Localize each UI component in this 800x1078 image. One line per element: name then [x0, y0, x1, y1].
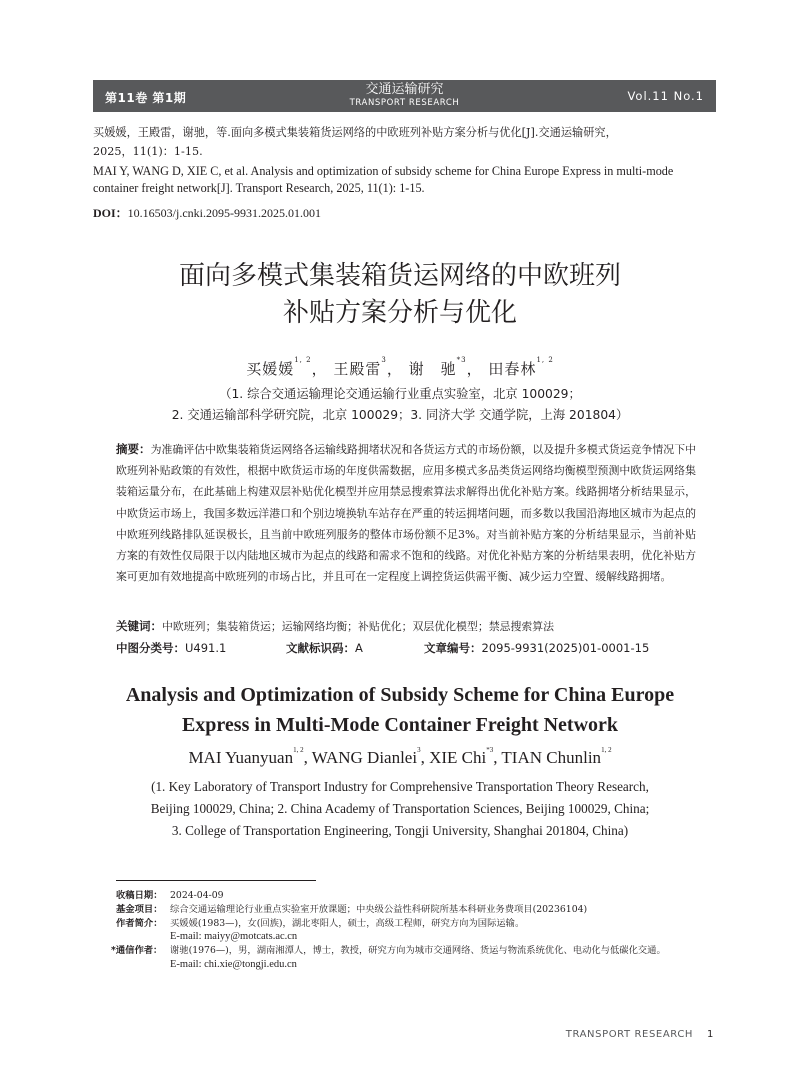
authors-cn	[0, 358, 800, 379]
authors-en	[0, 748, 800, 768]
received-label: 收稿日期：	[116, 890, 163, 901]
footnote-divider	[116, 880, 316, 881]
citation-cn-line1: 买媛媛，王殿雷，谢驰，等.面向多模式集装箱货运网络的中欧班列补贴方案分析与优化[J].交通运输研究，	[93, 126, 617, 139]
author-email-link[interactable]: E-mail: maiyy@motcats.ac.cn	[170, 931, 298, 942]
citation-cn	[93, 123, 716, 161]
doi-label: DOI：	[93, 206, 128, 220]
footnote-received: 收稿日期： 2024-04-09	[116, 890, 224, 901]
page-footer	[566, 1029, 714, 1040]
abstract-label: 摘要：	[116, 442, 151, 456]
corresponding-label: *通信作者：	[111, 945, 163, 956]
affiliation-cn-line1: （1. 综合交通运输理论交通运输行业重点实验室，北京 100029；	[219, 387, 581, 401]
article-number: 文章编号：2095-9931(2025)01-0001-15	[424, 641, 650, 655]
fund-label: 基金项目：	[116, 904, 163, 915]
author-en: XIE Chi$^{*3}$,	[429, 746, 502, 767]
author-cn: 王殿雷$^3$，	[333, 356, 403, 378]
keywords-text: 中欧班列；集装箱货运；运输网络均衡；补贴优化；双层优化模型；禁忌搜索算法	[162, 620, 555, 633]
paper-title-cn-line1: 面向多模式集装箱货运网络的中欧班列	[178, 261, 621, 291]
doi-link[interactable]: 10.16503/j.cnki.2095-9931.2025.01.001	[127, 206, 321, 220]
affiliation-en-line3: 3. College of Transportation Engineering, Tongji University, Shanghai 201804, China)	[171, 823, 629, 838]
author-en: TIAN Chunlin$^{1, 2}$	[501, 746, 612, 767]
footnote-corresponding: *通信作者： 谢驰(1976—)，男，湖南湘潭人，博士，教授，研究方向为城市交通网络、货运与物流系统优化、电动化与低碳化交通。	[111, 945, 666, 956]
clc-label: 中图分类号：	[116, 641, 185, 655]
footer-journal-name: TRANSPORT RESEARCH	[565, 1029, 694, 1040]
article-number-label: 文章编号：	[424, 641, 482, 655]
corresponding-email-link[interactable]: E-mail: chi.xie@tongji.edu.cn	[170, 959, 297, 970]
document-code-label: 文献标识码：	[286, 641, 355, 655]
paper-title-cn-line2: 补贴方案分析与优化	[282, 298, 517, 328]
doi-line	[93, 204, 321, 221]
keywords-label: 关键词：	[116, 619, 162, 633]
paper-title-cn	[0, 258, 800, 332]
page-number: 1	[707, 1029, 714, 1040]
author-en: WANG Dianlei$^3$,	[311, 746, 430, 767]
journal-name	[93, 82, 716, 109]
citation-cn-line2: 2025，11(1)：1-15.	[93, 145, 203, 158]
author-en: MAI Yuanyuan$^{1, 2}$,	[188, 746, 312, 767]
footnote-author: 作者简介： 买媛媛(1983—)，女(回族)，湖北枣阳人，硕士，高级工程师，研究方向为国际运输。	[116, 918, 525, 929]
paper-title-en-line1: Analysis and Optimization of Subsidy Scheme for China Europe	[125, 684, 675, 706]
volume-issue-en: Vol.11 No.1	[627, 89, 704, 103]
journal-header-bar	[93, 80, 716, 112]
author-cn: 谢 驰$^{*3}$，	[408, 356, 483, 378]
affiliations-en	[0, 776, 800, 842]
footnote-fund: 基金项目： 综合交通运输理论行业重点实验室开放课题；中央级公益性科研院所基本科研业务费项目(20236104)	[116, 904, 588, 915]
author-cn: 田春林$^{1, 2}$	[488, 356, 554, 378]
affiliation-en-line1: (1. Key Laboratory of Transport Industry for Comprehensive Transportation Theory Research,	[151, 779, 649, 794]
footnote-author-email	[116, 930, 297, 943]
journal-name-en: TRANSPORT RESEARCH	[349, 98, 460, 108]
paper-title-en	[0, 680, 800, 740]
affiliations-cn	[0, 384, 800, 426]
author-bio-label: 作者简介：	[116, 918, 163, 929]
footnote-corresponding-email	[116, 958, 297, 971]
citation-en: MAI Y, WANG D, XIE C, et al. Analysis and optimization of subsidy scheme for China Europe Express in multi-mode container freight network[J]. Transport Research, 2025, 11(1): 1-15.	[93, 164, 674, 195]
affiliation-cn-line2: 2. 交通运输部科学研究院，北京 100029；3. 同济大学 交通学院，上海 201804）	[171, 408, 629, 422]
keywords	[116, 618, 696, 634]
affiliation-en-line2: Beijing 100029, China; 2. China Academy of Transportation Sciences, Beijing 100029, China;	[150, 801, 650, 816]
clc-number: 中图分类号：U491.1	[116, 641, 227, 655]
paper-title-en-line2: Express in Multi-Mode Container Freight Network	[181, 714, 619, 736]
document-code: 文献标识码：A	[286, 641, 363, 655]
journal-name-cn: 交通运输研究	[365, 82, 444, 97]
author-cn: 买媛媛$^{1, 2}$，	[246, 356, 328, 378]
abstract-text: 为准确评估中欧集装箱货运网络各运输线路拥堵状况和各货运方式的市场份额，以及提升多模式货运竞争情况下中欧班列补贴政策的有效性，根据中欧货运市场的年度供需数据，应用多模式多品类货运网络均衡模型预测中欧货运网络集装箱运量分布，在此基础上构建双层补贴优化模型并应用禁忌搜索算法求解得出优化补贴方案。线路拥堵分析结果显示，中欧货运市场上，我国多数远洋港口和个别边境换轨车站存在严重的转运拥堵问题，而多数以我国沿海地区城市为起点的中欧班列线路排队延误极长，且当前中欧班列服务的整体市场份额不足3%。对当前补贴方案的分析结果显示，当前补贴方案的有效性仅局限于以内陆地区城市为起点的线路和需求不饱和的线路。对优化补贴方案的分析结果表明，优化补贴方案可更加有效地提高中欧班列的市场占比，并且可在一定程度上调控货运供需平衡、减少运力空置、缓解线路拥堵。	[116, 443, 696, 584]
abstract	[116, 439, 696, 587]
volume-issue-cn: 第11卷 第1期	[105, 91, 187, 105]
